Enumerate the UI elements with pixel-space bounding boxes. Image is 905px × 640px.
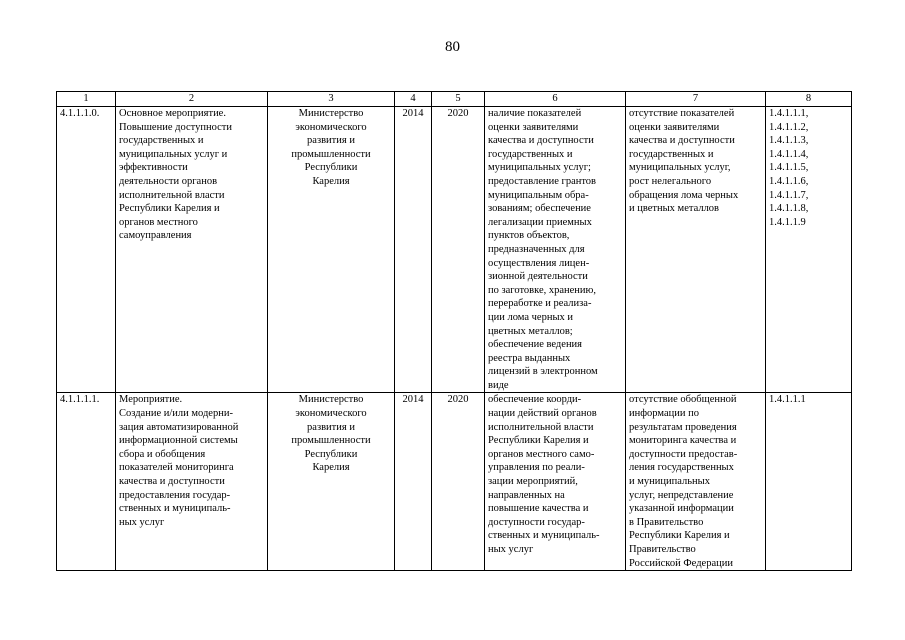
responsible-executor: Министерство экономического развития и промышленности Республики Карелия: [268, 393, 395, 571]
non-implementation-consequences: отсутствие показателей оценки заявителями качества и доступности государственных и муниципальных услуг, рост нелегального обращения лома черных и цветных металлов: [626, 107, 766, 393]
table-row: [57, 107, 852, 393]
column-number: 7: [626, 92, 766, 107]
end-year: 2020: [432, 393, 485, 571]
table-row: [57, 393, 852, 571]
column-number: 2: [116, 92, 268, 107]
column-number: 6: [485, 92, 626, 107]
start-year: 2014: [395, 107, 432, 393]
expected-result: наличие показателей оценки заявителями качества и доступности государственных и муниципальных услуг; предоставление грантов муниципальным обра- зованиям; обеспечение легализации приемных пунктов объектов, предназначенных для осуществления лицен- зионной деятельности по заготовке, хранению, переработке и реализа- ции лома черных и цветных металлов; обеспечение ведения реестра выданных лицензий в электронном виде: [485, 107, 626, 393]
expected-result: обеспечение коорди- нации действий органов исполнительной власти Республики Карелия и органов местного само- управления по реали- зации мероприятий, направленных на повышение качества и доступности государ- ственных и муниципаль- ных услуг: [485, 393, 626, 571]
start-year: 2014: [395, 393, 432, 571]
column-number: 1: [57, 92, 116, 107]
activity-name: Мероприятие. Создание и/или модерни- зация автоматизированной информационной системы сбора и обобщения показателей мониторинга качества и доступности предоставления государ- ственных и муниципаль- ных услуг: [116, 393, 268, 571]
activity-name: Основное мероприятие. Повышение доступности государственных и муниципальных услуг и эффективности деятельности органов исполнительной власти Республики Карелия и органов местного самоуправления: [116, 107, 268, 393]
column-number-row: [57, 92, 852, 107]
page-number: 80: [445, 39, 460, 55]
activity-code: 4.1.1.1.0.: [57, 107, 116, 393]
related-indicators: 1.4.1.1.1, 1.4.1.1.2, 1.4.1.1.3, 1.4.1.1.4, 1.4.1.1.5, 1.4.1.1.6, 1.4.1.1.7, 1.4.1.1.8, 1.4.1.1.9: [766, 107, 852, 393]
column-number: 3: [268, 92, 395, 107]
related-indicators: 1.4.1.1.1: [766, 393, 852, 571]
end-year: 2020: [432, 107, 485, 393]
responsible-executor: Министерство экономического развития и промышленности Республики Карелия: [268, 107, 395, 393]
activity-code: 4.1.1.1.1.: [57, 393, 116, 571]
column-number: 8: [766, 92, 852, 107]
column-number: 4: [395, 92, 432, 107]
non-implementation-consequences: отсутствие обобщенной информации по результатам проведения мониторинга качества и доступности предостав- ления государственных и муниципальных услуг, непредставление указанной информации в Правительство Республики Карелия и Правительство Российской Федерации: [626, 393, 766, 571]
column-number: 5: [432, 92, 485, 107]
program-activities-table: [56, 91, 852, 571]
